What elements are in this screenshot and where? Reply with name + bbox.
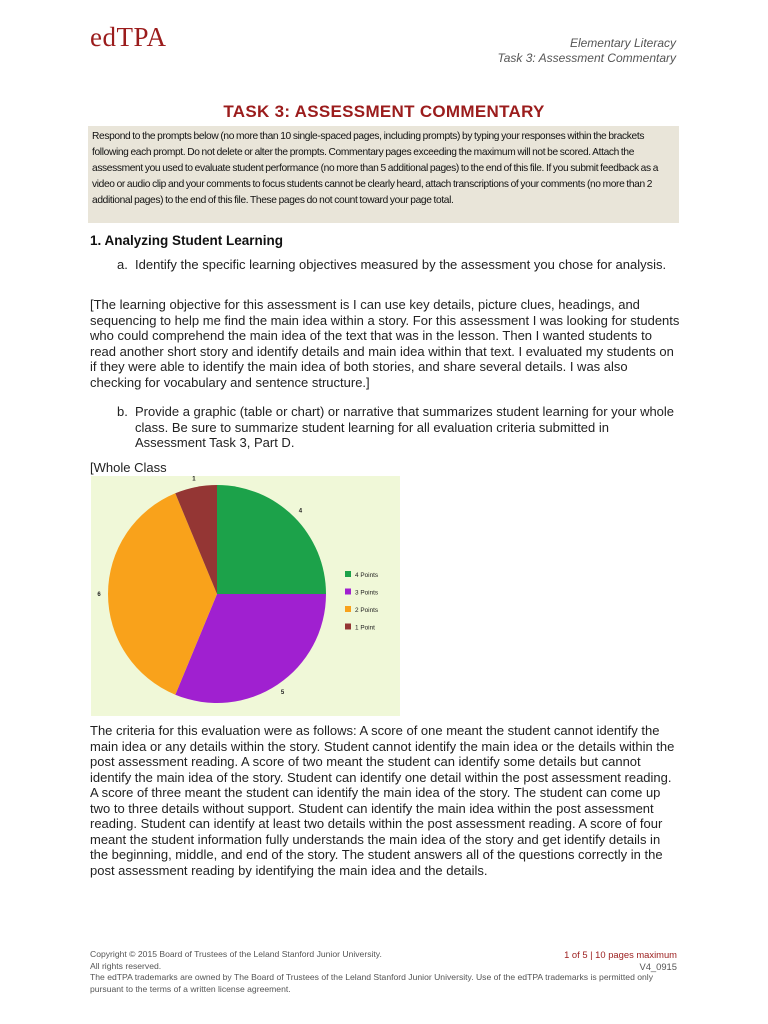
- pie-data-label: 1: [192, 476, 196, 483]
- running-header: [497, 36, 676, 66]
- legend-label: 2 Points: [355, 607, 379, 614]
- prompt-a-text: Identify the specific learning objectives measured by the assessment you chose for analysis.: [135, 257, 667, 272]
- prompt-b-text: Provide a graphic (table or chart) or narrative that summarizes student learning for your whole class. Be sure to summarize student learning for all evaluation criteria submitted in Assessment Task 3, Part D.: [135, 404, 675, 450]
- version-code: V4_0915: [639, 960, 677, 972]
- prompt-b: [117, 404, 677, 451]
- criteria-text: The criteria for this evaluation were as follows: A score of one meant the student cannot identify the main idea or any details within the story. Student cannot identify the main idea or the details within the post assessment reading. A score of two meant the student can identify some details but cannot identify the main idea of the story. Student can identify one detail within the post assessment reading. A score of three meant the student can identify the main idea of the story. The student can come up two to three details without support. Student can identify the main idea within the post assessment reading. Student can identify at least two details within the post assessment reading. A score of four meant the student information fully understands the main idea of the story and get identify details in the beginning, middle, and end of the story. The student answers all of the questions correctly in the post assessment reading by identifying the main idea and the details.: [90, 723, 675, 878]
- page-title: TASK 3: ASSESSMENT COMMENTARY: [223, 102, 545, 121]
- legend-swatch: [345, 589, 351, 595]
- footer-rights: All rights reserved.: [90, 960, 162, 971]
- footer-trademark: The edTPA trademarks are owned by The Board of Trustees of the Leland Stanford Junior University. Use of the edTPA trademarks is permitted only pursuant to the terms of a written license agreement.: [90, 972, 654, 994]
- legend-label: 1 Point: [355, 624, 375, 632]
- prompt-b-marker: b.: [117, 404, 128, 419]
- pie-data-label: 6: [97, 592, 101, 598]
- response-a: [The learning objective for this assessment is I can use key details, picture clues, headings, and sequencing to help me find the main idea within a story. For this assessment I was looking for students who could comprehend the main idea of the text that was in the lesson. Then I wanted students to read another short story and identify details and main idea within that text. I evaluated my students on if they were able to identify the main idea of both stories, and share several details. I was also checking for vocabulary and sentence structure.]: [90, 297, 680, 390]
- legend-swatch: [345, 571, 351, 577]
- legend-swatch: [345, 624, 351, 630]
- legend-label: 3 Points: [355, 589, 379, 597]
- pie-data-label: 4: [298, 508, 303, 515]
- header-subject: Elementary Literacy: [569, 36, 676, 50]
- response-b-lead: [Whole Class: [90, 460, 167, 475]
- instructions-box: Respond to the prompts below (no more than 10 single-spaced pages, including prompts) by typing your responses within the brackets following each prompt. Do not delete or alter the prompts. Commentary pages exceeding the maximum will not be scored. Attach the assessment you used to evaluate student performance (no more than 5 additional pages) to the end of this file. If you submit feedback as a video or audio clip and your comments to focus students cannot be clearly heard, attach transcriptions of your comments (no more than 2 additional pages) to the end of this file. These pages do not count toward your page total.: [88, 126, 679, 223]
- prompt-a-marker: a.: [117, 257, 128, 272]
- edtpa-logo: edTPA: [90, 22, 167, 52]
- page-count: 1 of 5 | 10 pages maximum: [564, 949, 677, 960]
- footer-copyright: Copyright © 2015 Board of Trustees of the Leland Stanford Junior University.: [90, 949, 382, 959]
- footer-page-info: [564, 949, 677, 972]
- header-task: Task 3: Assessment Commentary: [497, 51, 676, 65]
- section-heading: 1. Analyzing Student Learning: [90, 233, 284, 248]
- pie-slice-1: [217, 485, 326, 594]
- pie-data-label: 5: [280, 690, 285, 697]
- legend-swatch: [345, 606, 351, 612]
- pie-chart-svg: [91, 476, 400, 716]
- legend-label: 4 Points: [355, 572, 379, 579]
- prompt-a: [117, 257, 677, 273]
- pie-chart: [91, 476, 400, 716]
